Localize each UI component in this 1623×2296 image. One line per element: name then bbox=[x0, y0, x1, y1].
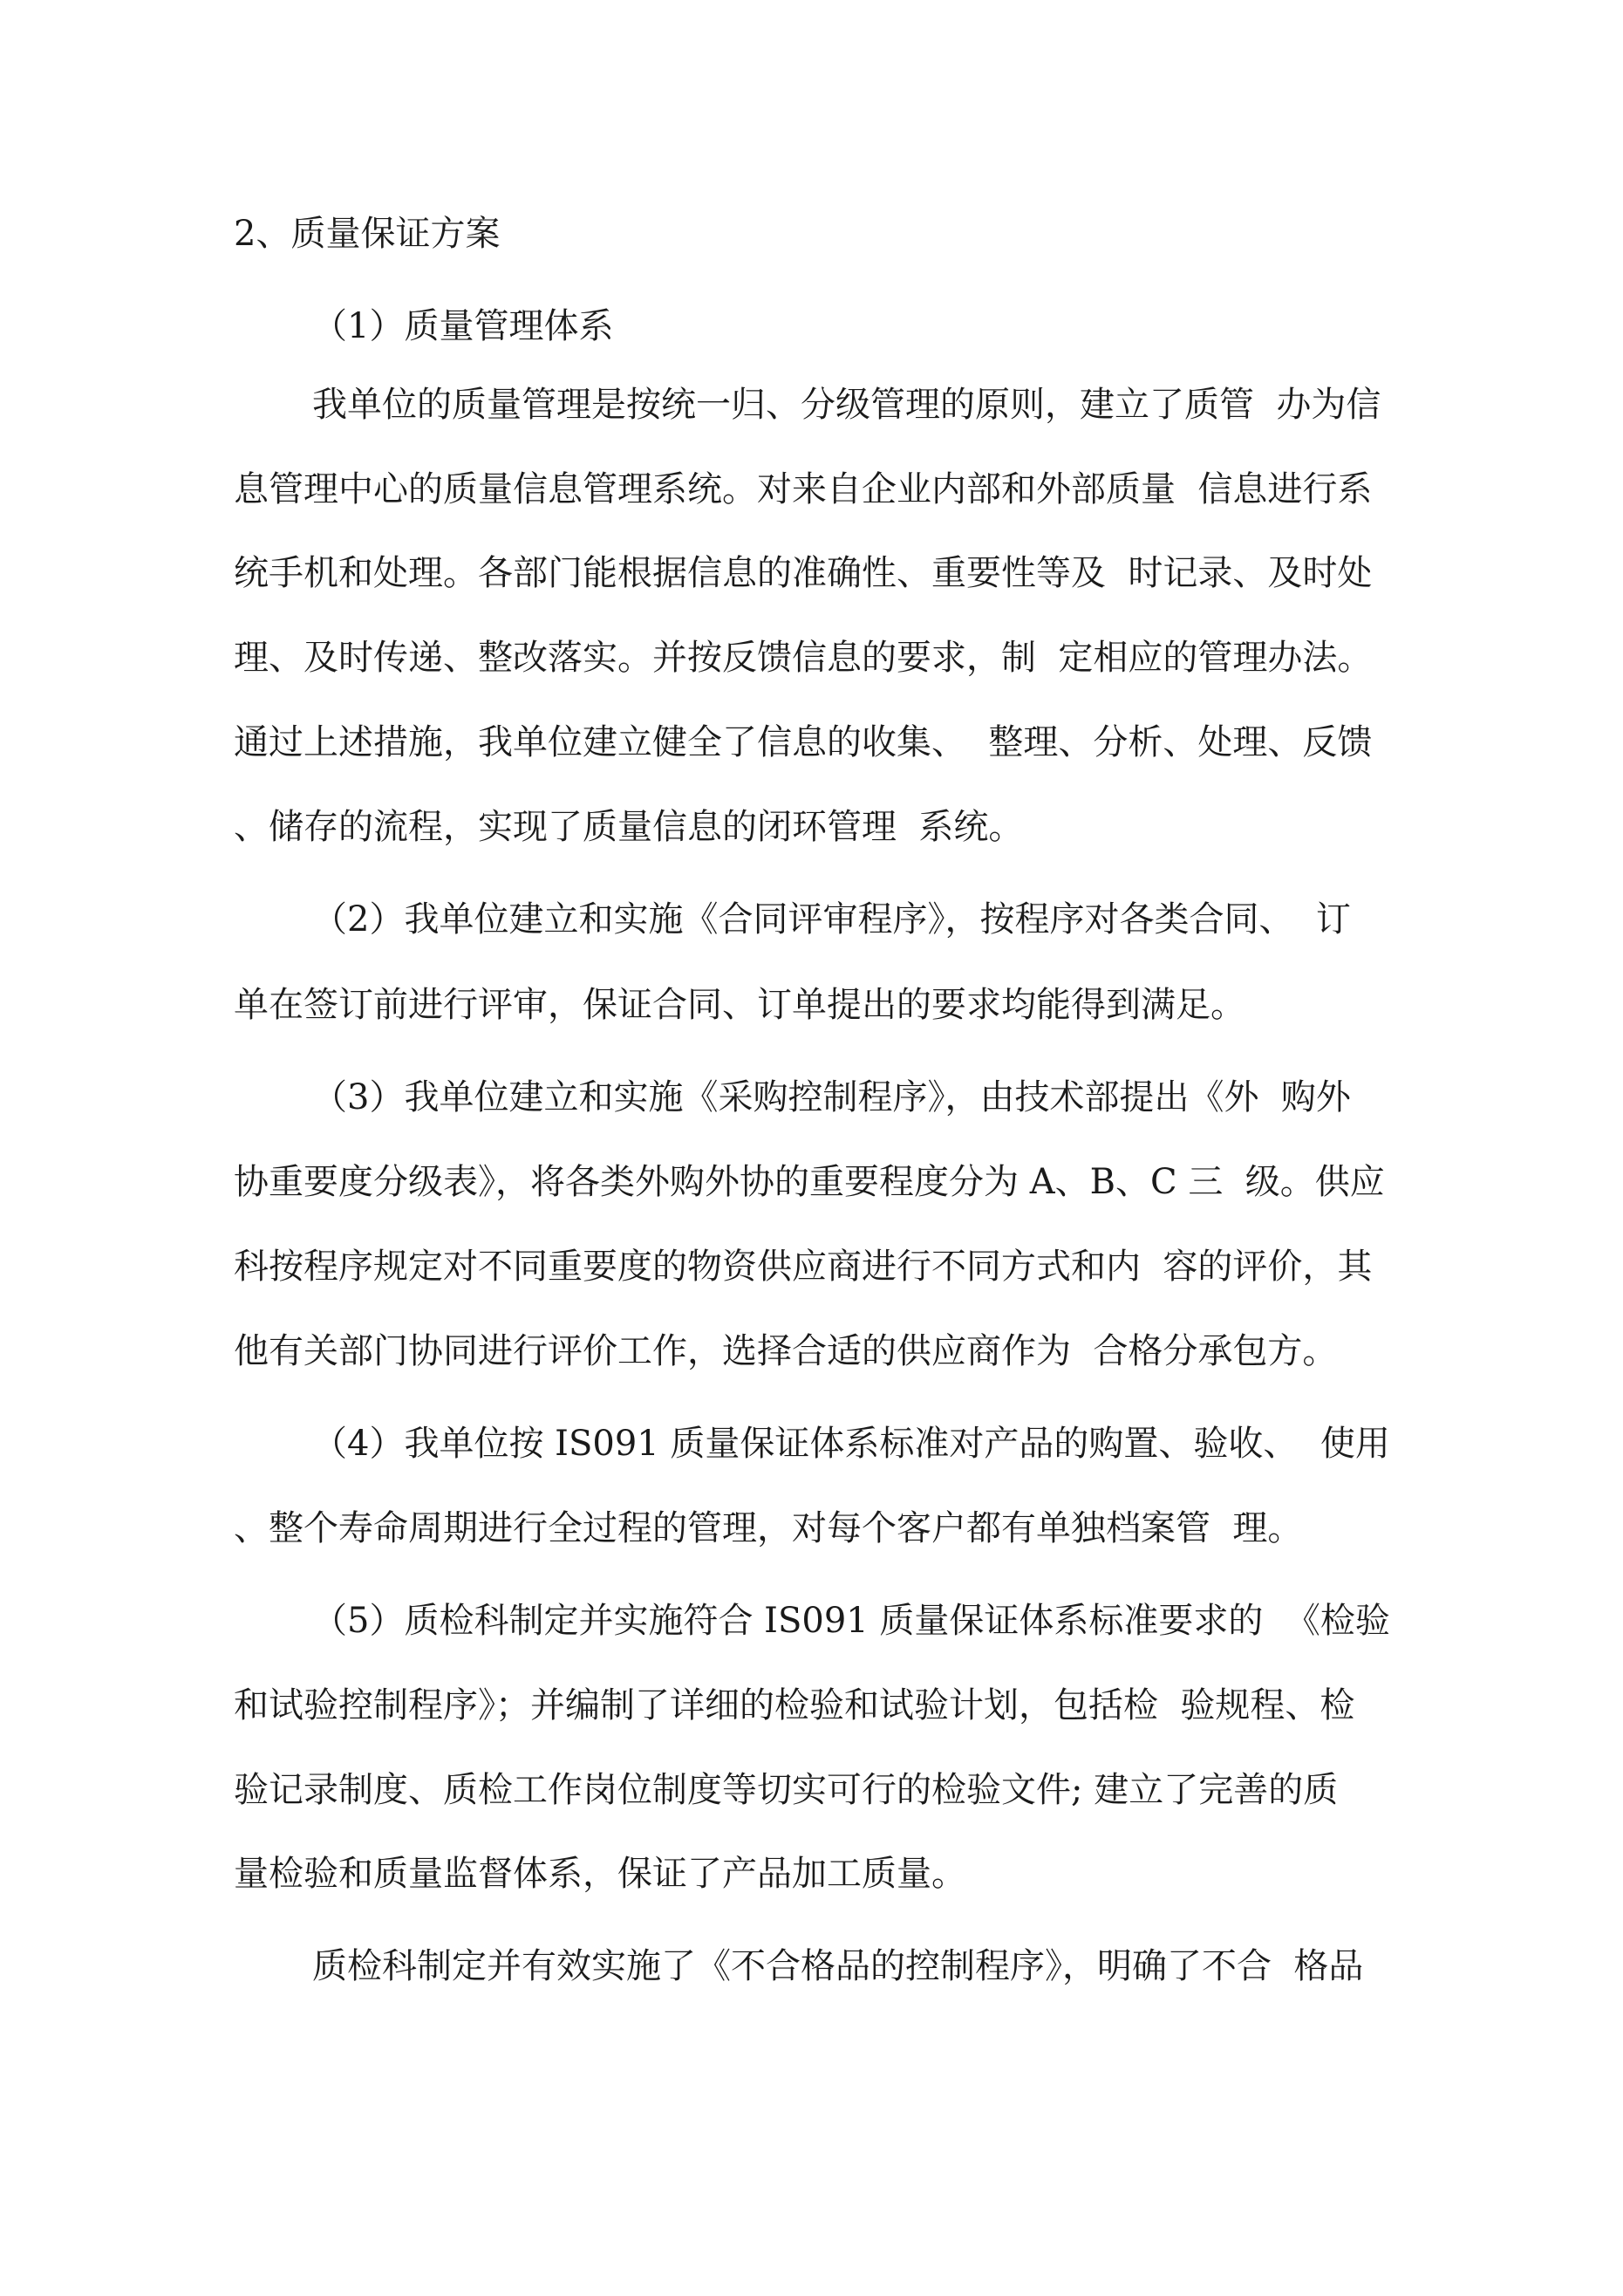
text-line: 通过上述措施，我单位建立健全了信息的收集、 整理、分析、处理、反馈 bbox=[234, 722, 1373, 762]
subsection-heading: （1）质量管理体系 bbox=[312, 306, 614, 346]
section-heading: 2、质量保证方案 bbox=[234, 214, 501, 254]
text-line: 和试验控制程序》；并编制了详细的检验和试验计划，包括检 验规程、检 bbox=[234, 1685, 1355, 1725]
text-line: 质检科制定并有效实施了《不合格品的控制程序》，明确了不合 格品 bbox=[312, 1946, 1364, 1986]
text-line: （4）我单位按 IS091 质量保证体系标准对产品的购置、验收、 使用 bbox=[312, 1424, 1390, 1464]
text-line: 验记录制度、质检工作岗位制度等切实可行的检验文件; 建立了完善的质 bbox=[234, 1770, 1339, 1810]
text-line: 理、及时传递、整改落实。并按反馈信息的要求，制 定相应的管理办法。 bbox=[234, 638, 1373, 678]
text-line: 量检验和质量监督体系，保证了产品加工质量。 bbox=[234, 1854, 966, 1894]
text-line: 协重要度分级表》，将各类外购外协的重要程度分为 A、B、C 三 级。供应 bbox=[234, 1162, 1385, 1202]
text-line: （3）我单位建立和实施《采购控制程序》，由技术部提出《外 购外 bbox=[312, 1077, 1351, 1117]
text-line: 、整个寿命周期进行全过程的管理，对每个客户都有单独档案管 理。 bbox=[234, 1508, 1303, 1548]
text-line: （5）质检科制定并实施符合 IS091 质量保证体系标准要求的 《检验 bbox=[312, 1601, 1390, 1641]
text-line: 单在签订前进行评审，保证合同、订单提出的要求均能得到满足。 bbox=[234, 985, 1245, 1025]
text-line: 我单位的质量管理是按统一归、分级管理的原则，建立了质管 办为信 bbox=[312, 385, 1381, 425]
text-line: 他有关部门协同进行评价工作，选择合适的供应商作为 合格分承包方。 bbox=[234, 1331, 1338, 1371]
text-line: 统手机和处理。各部门能根据信息的准确性、重要性等及 时记录、及时处 bbox=[234, 553, 1373, 593]
text-line: （2）我单位建立和实施《合同评审程序》，按程序对各类合同、 订 bbox=[312, 899, 1351, 940]
text-line: 、储存的流程，实现了质量信息的闭环管理 系统。 bbox=[234, 807, 1024, 847]
text-line: 科按程序规定对不同重要度的物资供应商进行不同方式和内 容的评价，其 bbox=[234, 1247, 1373, 1287]
text-line: 息管理中心的质量信息管理系统。对来自企业内部和外部质量 信息进行系 bbox=[234, 469, 1373, 509]
